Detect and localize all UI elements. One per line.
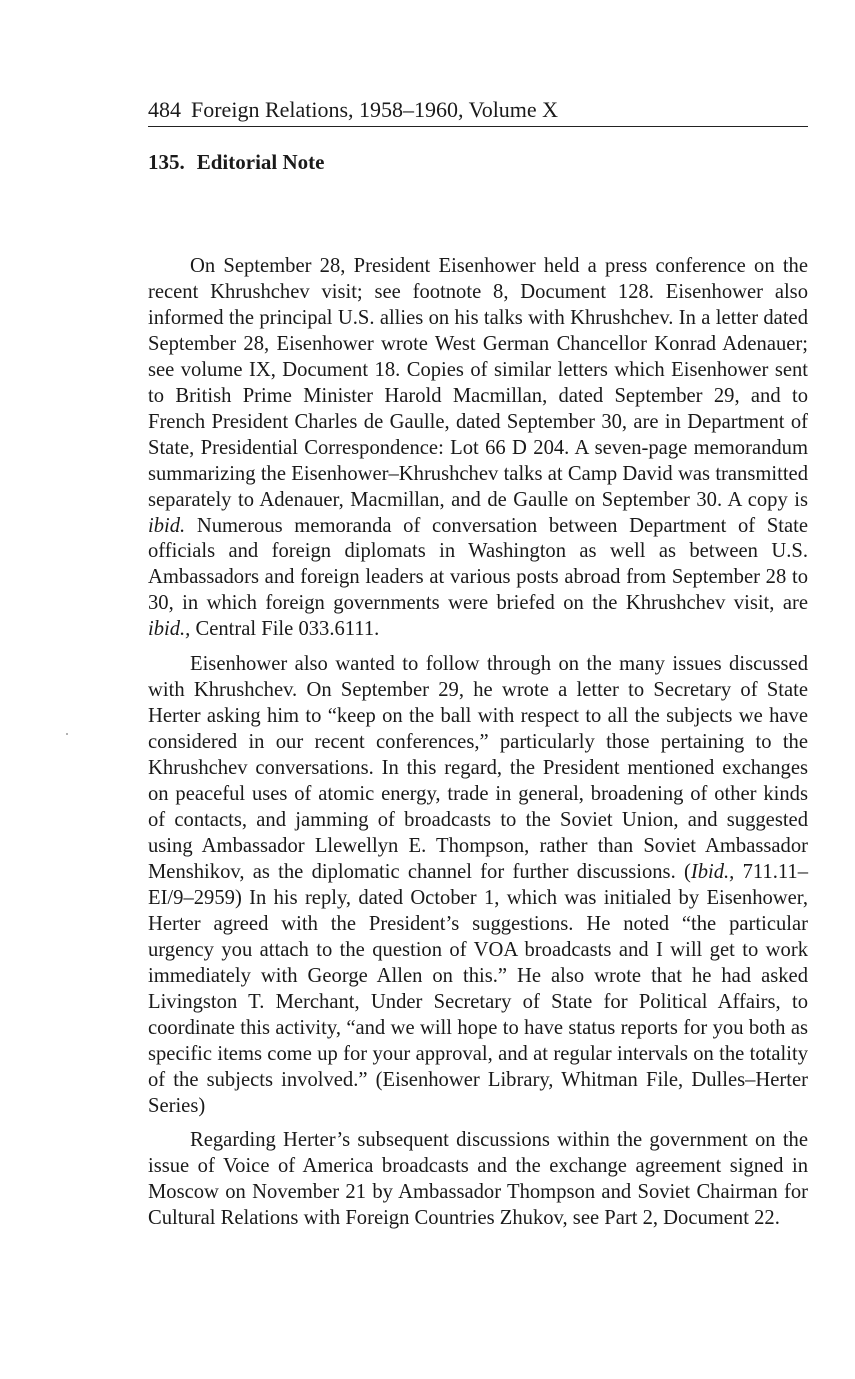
running-title: Foreign Relations, 1958–1960, Volume X [191,97,559,122]
paragraph-text: On September 28, President Eisenhower held a press conference on the recent Khrushchev visit; see footnote 8, Document 128. Eisenhower also informed the principal U.S. allies on his talks with Khrushchev. In a letter dated September 28, Eisenhower wrote West German Chancellor Konrad Adenauer; see volume IX, Document 18. Copies of similar letters which Eisenhower sent to British Prime Minister Harold Macmillan, dated September 29, and to French President Charles de Gaulle, dated September 30, are in Department of State, Presidential Correspondence: Lot 66 D 204. A seven-page memorandum summarizing the Eisenhower–Khrushchev talks at Camp David was transmitted separately to Adenauer, Macmillan, and de Gaulle on September 30. A copy is [148,255,808,511]
document-heading [148,148,324,176]
paragraph-2 [148,652,808,1119]
running-head [148,96,808,127]
ibid-citation: ibid. [148,514,186,537]
paragraph-1 [148,254,808,643]
ibid-citation: Ibid., [690,860,735,883]
paragraph-text: Central File 033.6111. [190,618,380,641]
margin-speck [66,733,68,735]
document-number: 135. [148,150,185,174]
paragraph-text: Eisenhower also wanted to follow through on the many issues discussed with Khrushchev. On September 29, he wrote a letter to Secretary of State Herter asking him to “keep on the ball with respect to all the subjects we have considered in our recent conferences,” particularly those pertaining to the Khrushchev conversations. In this regard, the President mentioned exchanges on peaceful uses of atomic energy, trade in general, broadening of other kinds of contacts, and jamming of broadcasts to the Soviet Union, and suggested using Ambassador Llewellyn E. Thompson, rather than Soviet Ambassador Menshikov, as the diplomatic channel for further discussions. ( [148,653,808,883]
paragraph-text: 711.11–EI/9–2959) In his reply, dated October 1, which was initialed by Eisenhower, Herter agreed with the President’s suggestions. He noted “the particular urgency you attach to the question of VOA broadcasts and I will get to work immediately with George Allen on this.” He also wrote that he had asked Livingston T. Merchant, Under Secretary of State for Political Affairs, to coordinate this activity, “and we will hope to have status reports for you both as specific items come up for your approval, and at regular intervals on the totality of the subjects involved.” (Eisenhower Library, Whitman File, Dulles–Herter Series) [148,860,808,1117]
ibid-citation: ibid., [148,618,191,641]
paragraph-text: Numerous memoranda of conversation between Department of State officials and foreign diplomats in Washington as well as between U.S. Ambassadors and foreign leaders at various posts abroad from September 28 to 30, in which foreign governments were briefed on the Khrushchev visit, are [148,514,808,615]
document-title: Editorial Note [196,150,325,174]
page-number: 484 [148,97,181,122]
paragraph-3 [148,1128,808,1232]
paragraph-text: Regarding Herter’s subsequent discussions within the government on the issue of Voice of America broadcasts and the exchange agreement signed in Moscow on November 21 by Ambassador Thompson and Soviet Chairman for Cultural Relations with Foreign Countries Zhukov, see Part 2, Document 22. [148,1129,808,1230]
editorial-note-body [148,254,808,1241]
